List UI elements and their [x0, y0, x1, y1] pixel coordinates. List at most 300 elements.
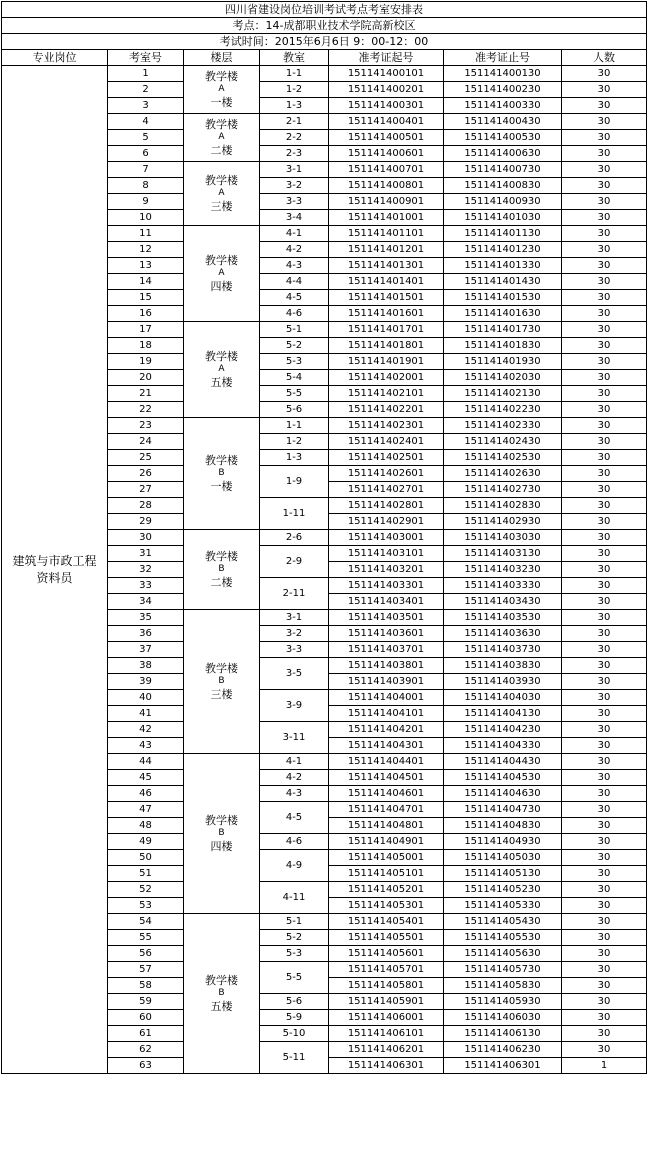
count-cell: 30 — [562, 1010, 647, 1026]
start-id-cell: 151141403401 — [329, 594, 444, 610]
start-id-cell: 151141405701 — [329, 962, 444, 978]
count-cell: 30 — [562, 1042, 647, 1058]
start-id-cell: 151141403701 — [329, 642, 444, 658]
room-no-cell: 59 — [108, 994, 184, 1010]
start-id-cell: 151141400101 — [329, 66, 444, 82]
end-id-cell: 151141406301 — [444, 1058, 562, 1074]
start-id-cell: 151141405201 — [329, 882, 444, 898]
floor-cell — [184, 66, 260, 114]
start-id-cell: 151141404101 — [329, 706, 444, 722]
floor-label: 一楼 — [210, 480, 233, 493]
header-row — [2, 50, 647, 66]
classroom-cell: 4-1 — [260, 226, 329, 242]
start-id-cell: 151141403001 — [329, 530, 444, 546]
end-id-cell: 151141400930 — [444, 194, 562, 210]
building-label: 教学楼 — [205, 174, 238, 187]
position-line: 建筑与市政工程 — [12, 553, 97, 568]
room-no-cell: 15 — [108, 290, 184, 306]
start-id-cell: 151141401701 — [329, 322, 444, 338]
end-id-cell: 151141402830 — [444, 498, 562, 514]
classroom-cell: 2-3 — [260, 146, 329, 162]
classroom-cell: 3-1 — [260, 610, 329, 626]
classroom-cell: 1-2 — [260, 434, 329, 450]
exam-room-table — [1, 1, 647, 1074]
end-id-cell: 151141405930 — [444, 994, 562, 1010]
count-cell: 30 — [562, 194, 647, 210]
room-no-cell: 11 — [108, 226, 184, 242]
exam-time: 考试时间：2015年6月6日 9：00-12：00 — [2, 34, 647, 50]
start-id-cell: 151141400401 — [329, 114, 444, 130]
end-id-cell: 151141405730 — [444, 962, 562, 978]
count-cell: 30 — [562, 866, 647, 882]
room-no-cell: 41 — [108, 706, 184, 722]
end-id-cell: 151141404930 — [444, 834, 562, 850]
room-no-cell: 1 — [108, 66, 184, 82]
count-cell: 30 — [562, 578, 647, 594]
classroom-cell: 3-5 — [260, 658, 329, 690]
room-no-cell: 3 — [108, 98, 184, 114]
start-id-cell: 151141403801 — [329, 658, 444, 674]
count-cell: 30 — [562, 786, 647, 802]
building-block: A — [218, 188, 225, 198]
header-end-id: 准考证止号 — [444, 50, 562, 66]
start-id-cell: 151141402001 — [329, 370, 444, 386]
end-id-cell: 151141400430 — [444, 114, 562, 130]
end-id-cell: 151141404330 — [444, 738, 562, 754]
start-id-cell: 151141400201 — [329, 82, 444, 98]
classroom-cell: 5-9 — [260, 1010, 329, 1026]
room-no-cell: 56 — [108, 946, 184, 962]
end-id-cell: 151141403930 — [444, 674, 562, 690]
count-cell: 30 — [562, 898, 647, 914]
header-count: 人数 — [562, 50, 647, 66]
room-no-cell: 26 — [108, 466, 184, 482]
start-id-cell: 151141402801 — [329, 498, 444, 514]
building-block: B — [218, 564, 225, 574]
start-id-cell: 151141401401 — [329, 274, 444, 290]
room-no-cell: 42 — [108, 722, 184, 738]
start-id-cell: 151141405001 — [329, 850, 444, 866]
start-id-cell: 151141404901 — [329, 834, 444, 850]
count-cell: 30 — [562, 434, 647, 450]
room-no-cell: 25 — [108, 450, 184, 466]
count-cell: 30 — [562, 514, 647, 530]
end-id-cell: 151141401930 — [444, 354, 562, 370]
start-id-cell: 151141402201 — [329, 402, 444, 418]
end-id-cell: 151141403830 — [444, 658, 562, 674]
table-row — [2, 66, 647, 82]
start-id-cell: 151141403601 — [329, 626, 444, 642]
room-no-cell: 63 — [108, 1058, 184, 1074]
start-id-cell: 151141406001 — [329, 1010, 444, 1026]
count-cell: 30 — [562, 370, 647, 386]
header-floor: 楼层 — [184, 50, 260, 66]
room-no-cell: 8 — [108, 178, 184, 194]
classroom-cell: 4-5 — [260, 802, 329, 834]
count-cell: 30 — [562, 930, 647, 946]
table-title: 四川省建设岗位培训考试考点考室安排表 — [2, 2, 647, 18]
end-id-cell: 151141403630 — [444, 626, 562, 642]
building-block: B — [218, 676, 225, 686]
start-id-cell: 151141405401 — [329, 914, 444, 930]
room-no-cell: 51 — [108, 866, 184, 882]
room-no-cell: 45 — [108, 770, 184, 786]
end-id-cell: 151141402330 — [444, 418, 562, 434]
count-cell: 30 — [562, 754, 647, 770]
classroom-cell: 1-3 — [260, 450, 329, 466]
header-position: 专业岗位 — [2, 50, 108, 66]
room-no-cell: 33 — [108, 578, 184, 594]
count-cell: 30 — [562, 994, 647, 1010]
end-id-cell: 151141405530 — [444, 930, 562, 946]
classroom-cell: 1-9 — [260, 466, 329, 498]
end-id-cell: 151141403730 — [444, 642, 562, 658]
start-id-cell: 151141405501 — [329, 930, 444, 946]
room-no-cell: 36 — [108, 626, 184, 642]
room-no-cell: 47 — [108, 802, 184, 818]
end-id-cell: 151141406230 — [444, 1042, 562, 1058]
count-cell: 30 — [562, 818, 647, 834]
end-id-cell: 151141402630 — [444, 466, 562, 482]
count-cell: 30 — [562, 386, 647, 402]
start-id-cell: 151141401101 — [329, 226, 444, 242]
room-no-cell: 23 — [108, 418, 184, 434]
classroom-cell: 3-3 — [260, 194, 329, 210]
end-id-cell: 151141404530 — [444, 770, 562, 786]
end-id-cell: 151141400630 — [444, 146, 562, 162]
count-cell: 30 — [562, 258, 647, 274]
end-id-cell: 151141400730 — [444, 162, 562, 178]
count-cell: 30 — [562, 722, 647, 738]
end-id-cell: 151141404830 — [444, 818, 562, 834]
classroom-cell: 2-11 — [260, 578, 329, 610]
room-no-cell: 12 — [108, 242, 184, 258]
start-id-cell: 151141402901 — [329, 514, 444, 530]
room-no-cell: 44 — [108, 754, 184, 770]
count-cell: 30 — [562, 946, 647, 962]
count-cell: 30 — [562, 658, 647, 674]
floor-label: 三楼 — [210, 688, 233, 701]
classroom-cell: 3-3 — [260, 642, 329, 658]
room-no-cell: 10 — [108, 210, 184, 226]
classroom-cell: 1-2 — [260, 82, 329, 98]
classroom-cell: 1-11 — [260, 498, 329, 530]
end-id-cell: 151141402430 — [444, 434, 562, 450]
start-id-cell: 151141405901 — [329, 994, 444, 1010]
building-label: 教学楼 — [205, 350, 238, 363]
header-start-id: 准考证起号 — [329, 50, 444, 66]
start-id-cell: 151141405601 — [329, 946, 444, 962]
end-id-cell: 151141402730 — [444, 482, 562, 498]
end-id-cell: 151141400230 — [444, 82, 562, 98]
start-id-cell: 151141403501 — [329, 610, 444, 626]
count-cell: 30 — [562, 882, 647, 898]
classroom-cell: 5-1 — [260, 322, 329, 338]
building-label: 教学楼 — [205, 974, 238, 987]
building-label: 教学楼 — [205, 662, 238, 675]
start-id-cell: 151141403201 — [329, 562, 444, 578]
classroom-cell: 5-2 — [260, 338, 329, 354]
position-cell — [2, 66, 108, 1074]
classroom-cell: 5-1 — [260, 914, 329, 930]
start-id-cell: 151141400901 — [329, 194, 444, 210]
end-id-cell: 151141406130 — [444, 1026, 562, 1042]
end-id-cell: 151141401030 — [444, 210, 562, 226]
start-id-cell: 151141401901 — [329, 354, 444, 370]
room-no-cell: 29 — [108, 514, 184, 530]
end-id-cell: 151141403130 — [444, 546, 562, 562]
end-id-cell: 151141402230 — [444, 402, 562, 418]
classroom-cell: 4-3 — [260, 258, 329, 274]
count-cell: 30 — [562, 562, 647, 578]
end-id-cell: 151141404030 — [444, 690, 562, 706]
count-cell: 30 — [562, 498, 647, 514]
start-id-cell: 151141404001 — [329, 690, 444, 706]
end-id-cell: 151141401130 — [444, 226, 562, 242]
end-id-cell: 151141403230 — [444, 562, 562, 578]
building-block: A — [218, 268, 225, 278]
start-id-cell: 151141402601 — [329, 466, 444, 482]
room-no-cell: 34 — [108, 594, 184, 610]
room-no-cell: 16 — [108, 306, 184, 322]
room-no-cell: 22 — [108, 402, 184, 418]
count-cell: 30 — [562, 802, 647, 818]
count-cell: 30 — [562, 402, 647, 418]
building-label: 教学楼 — [205, 70, 238, 83]
classroom-cell: 1-3 — [260, 98, 329, 114]
room-no-cell: 32 — [108, 562, 184, 578]
classroom-cell: 5-6 — [260, 994, 329, 1010]
start-id-cell: 151141401601 — [329, 306, 444, 322]
classroom-cell: 4-6 — [260, 834, 329, 850]
floor-cell — [184, 418, 260, 530]
classroom-cell: 3-1 — [260, 162, 329, 178]
building-block: B — [218, 988, 225, 998]
start-id-cell: 151141404601 — [329, 786, 444, 802]
floor-label: 五楼 — [210, 376, 233, 389]
building-label: 教学楼 — [205, 254, 238, 267]
start-id-cell: 151141402101 — [329, 386, 444, 402]
classroom-cell: 4-3 — [260, 786, 329, 802]
building-label: 教学楼 — [205, 118, 238, 131]
room-no-cell: 57 — [108, 962, 184, 978]
classroom-cell: 3-11 — [260, 722, 329, 754]
floor-cell — [184, 322, 260, 418]
end-id-cell: 151141404430 — [444, 754, 562, 770]
count-cell: 30 — [562, 482, 647, 498]
start-id-cell: 151141400501 — [329, 130, 444, 146]
room-no-cell: 62 — [108, 1042, 184, 1058]
classroom-cell: 5-6 — [260, 402, 329, 418]
end-id-cell: 151141403330 — [444, 578, 562, 594]
end-id-cell: 151141400330 — [444, 98, 562, 114]
building-block: B — [218, 468, 225, 478]
start-id-cell: 151141401001 — [329, 210, 444, 226]
room-no-cell: 2 — [108, 82, 184, 98]
start-id-cell: 151141402501 — [329, 450, 444, 466]
position-line: 资料员 — [36, 570, 73, 585]
room-no-cell: 37 — [108, 642, 184, 658]
end-id-cell: 151141402030 — [444, 370, 562, 386]
count-cell: 30 — [562, 130, 647, 146]
classroom-cell: 1-1 — [260, 66, 329, 82]
start-id-cell: 151141403901 — [329, 674, 444, 690]
room-no-cell: 46 — [108, 786, 184, 802]
exam-site: 考点：14-成都职业技术学院高新校区 — [2, 18, 647, 34]
room-no-cell: 55 — [108, 930, 184, 946]
classroom-cell: 4-2 — [260, 770, 329, 786]
count-cell: 30 — [562, 322, 647, 338]
room-no-cell: 43 — [108, 738, 184, 754]
count-cell: 30 — [562, 354, 647, 370]
end-id-cell: 151141401330 — [444, 258, 562, 274]
start-id-cell: 151141401201 — [329, 242, 444, 258]
building-label: 教学楼 — [205, 550, 238, 563]
start-id-cell: 151141401301 — [329, 258, 444, 274]
end-id-cell: 151141405430 — [444, 914, 562, 930]
classroom-cell: 3-2 — [260, 178, 329, 194]
start-id-cell: 151141402301 — [329, 418, 444, 434]
count-cell: 30 — [562, 674, 647, 690]
end-id-cell: 151141404730 — [444, 802, 562, 818]
count-cell: 30 — [562, 546, 647, 562]
room-no-cell: 6 — [108, 146, 184, 162]
classroom-cell: 5-5 — [260, 962, 329, 994]
floor-label: 五楼 — [210, 1000, 233, 1013]
end-id-cell: 151141404630 — [444, 786, 562, 802]
count-cell: 30 — [562, 66, 647, 82]
count-cell: 30 — [562, 914, 647, 930]
classroom-cell: 4-2 — [260, 242, 329, 258]
count-cell: 30 — [562, 770, 647, 786]
floor-cell — [184, 114, 260, 162]
floor-label: 二楼 — [210, 576, 233, 589]
classroom-cell: 4-11 — [260, 882, 329, 914]
room-no-cell: 39 — [108, 674, 184, 690]
start-id-cell: 151141401501 — [329, 290, 444, 306]
end-id-cell: 151141401430 — [444, 274, 562, 290]
header-classroom: 教室 — [260, 50, 329, 66]
count-cell: 30 — [562, 114, 647, 130]
floor-label: 一楼 — [210, 96, 233, 109]
room-no-cell: 17 — [108, 322, 184, 338]
classroom-cell: 2-2 — [260, 130, 329, 146]
count-cell: 30 — [562, 338, 647, 354]
count-cell: 30 — [562, 690, 647, 706]
start-id-cell: 151141405101 — [329, 866, 444, 882]
count-cell: 30 — [562, 610, 647, 626]
end-id-cell: 151141405030 — [444, 850, 562, 866]
room-no-cell: 31 — [108, 546, 184, 562]
end-id-cell: 151141405330 — [444, 898, 562, 914]
building-label: 教学楼 — [205, 814, 238, 827]
count-cell: 30 — [562, 978, 647, 994]
count-cell: 30 — [562, 242, 647, 258]
count-cell: 30 — [562, 594, 647, 610]
count-cell: 30 — [562, 962, 647, 978]
end-id-cell: 151141402530 — [444, 450, 562, 466]
classroom-cell: 5-11 — [260, 1042, 329, 1074]
classroom-cell: 5-3 — [260, 946, 329, 962]
room-no-cell: 19 — [108, 354, 184, 370]
room-no-cell: 40 — [108, 690, 184, 706]
start-id-cell: 151141406101 — [329, 1026, 444, 1042]
room-no-cell: 50 — [108, 850, 184, 866]
start-id-cell: 151141403301 — [329, 578, 444, 594]
start-id-cell: 151141404701 — [329, 802, 444, 818]
classroom-cell: 5-3 — [260, 354, 329, 370]
end-id-cell: 151141401630 — [444, 306, 562, 322]
room-no-cell: 27 — [108, 482, 184, 498]
floor-cell — [184, 610, 260, 754]
classroom-cell: 4-6 — [260, 306, 329, 322]
classroom-cell: 4-4 — [260, 274, 329, 290]
building-label: 教学楼 — [205, 454, 238, 467]
floor-cell — [184, 530, 260, 610]
start-id-cell: 151141402401 — [329, 434, 444, 450]
start-id-cell: 151141404301 — [329, 738, 444, 754]
floor-label: 三楼 — [210, 200, 233, 213]
end-id-cell: 151141403530 — [444, 610, 562, 626]
floor-cell — [184, 162, 260, 226]
room-no-cell: 18 — [108, 338, 184, 354]
end-id-cell: 151141403030 — [444, 530, 562, 546]
count-cell: 30 — [562, 146, 647, 162]
count-cell: 30 — [562, 642, 647, 658]
classroom-cell: 3-4 — [260, 210, 329, 226]
room-no-cell: 35 — [108, 610, 184, 626]
start-id-cell: 151141400801 — [329, 178, 444, 194]
classroom-cell: 2-6 — [260, 530, 329, 546]
room-no-cell: 24 — [108, 434, 184, 450]
count-cell: 30 — [562, 98, 647, 114]
classroom-cell: 4-5 — [260, 290, 329, 306]
start-id-cell: 151141404501 — [329, 770, 444, 786]
count-cell: 30 — [562, 738, 647, 754]
start-id-cell: 151141405801 — [329, 978, 444, 994]
count-cell: 30 — [562, 450, 647, 466]
start-id-cell: 151141403101 — [329, 546, 444, 562]
building-block: A — [218, 132, 225, 142]
classroom-cell: 2-9 — [260, 546, 329, 578]
end-id-cell: 151141402930 — [444, 514, 562, 530]
start-id-cell: 151141401801 — [329, 338, 444, 354]
room-no-cell: 7 — [108, 162, 184, 178]
room-no-cell: 14 — [108, 274, 184, 290]
room-no-cell: 53 — [108, 898, 184, 914]
end-id-cell: 151141400130 — [444, 66, 562, 82]
room-no-cell: 4 — [108, 114, 184, 130]
count-cell: 30 — [562, 626, 647, 642]
classroom-cell: 5-2 — [260, 930, 329, 946]
room-no-cell: 21 — [108, 386, 184, 402]
classroom-cell: 3-9 — [260, 690, 329, 722]
count-cell: 30 — [562, 162, 647, 178]
floor-cell — [184, 754, 260, 914]
end-id-cell: 151141401730 — [444, 322, 562, 338]
end-id-cell: 151141402130 — [444, 386, 562, 402]
start-id-cell: 151141406201 — [329, 1042, 444, 1058]
classroom-cell: 4-1 — [260, 754, 329, 770]
start-id-cell: 151141400701 — [329, 162, 444, 178]
room-no-cell: 48 — [108, 818, 184, 834]
room-no-cell: 38 — [108, 658, 184, 674]
end-id-cell: 151141406030 — [444, 1010, 562, 1026]
building-block: A — [218, 364, 225, 374]
room-no-cell: 13 — [108, 258, 184, 274]
start-id-cell: 151141404401 — [329, 754, 444, 770]
header-room-no: 考室号 — [108, 50, 184, 66]
